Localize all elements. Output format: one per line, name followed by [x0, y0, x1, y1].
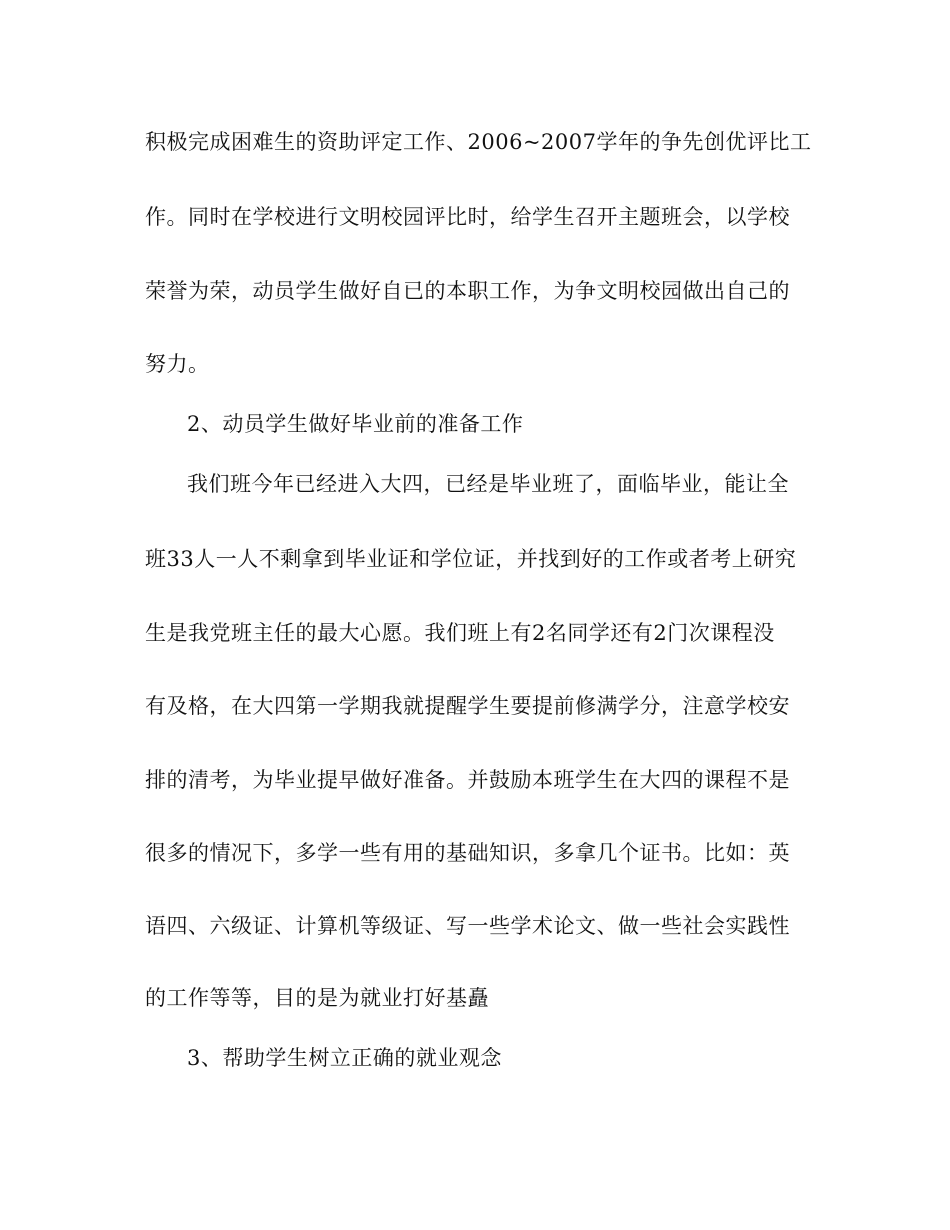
- paragraph-line: 的工作等等，目的是为就业打好基矗: [145, 986, 489, 1010]
- paragraph-line: 语四、六级证、计算机等级证、写一些学术论文、做一些社会实践性: [145, 914, 790, 938]
- paragraph-line: 班33人一人不剩拿到毕业证和学位证，并找到好的工作或者考上研究: [145, 547, 797, 571]
- paragraph-line: 很多的情况下，多学一些有用的基础知识，多拿几个证书。比如：英: [145, 841, 790, 865]
- paragraph-line: 排的清考，为毕业提早做好准备。并鼓励本班学生在大四的课程不是: [145, 768, 790, 792]
- paragraph-line: 生是我党班主任的最大心愿。我们班上有2名同学还有2门次课程没: [145, 621, 775, 645]
- paragraph-line: 我们班今年已经进入大四，已经是毕业班了，面临毕业，能让全: [187, 472, 789, 496]
- paragraph-line: 努力。: [145, 352, 210, 376]
- paragraph-line: 有及格，在大四第一学期我就提醒学生要提前修满学分，注意学校安: [145, 694, 790, 718]
- paragraph-line: 作。同时在学校进行文明校园评比时，给学生召开主题班会，以学校: [145, 205, 790, 229]
- section-heading: 3、帮助学生树立正确的就业观念: [187, 1046, 502, 1070]
- paragraph-line: 积极完成困难生的资助评定工作、2006~2007学年的争先创优评比工: [145, 130, 812, 154]
- paragraph-line: 荣誉为荣，动员学生做好自已的本职工作，为争文明校园做出自己的: [145, 279, 790, 303]
- section-heading: 2、动员学生做好毕业前的准备工作: [187, 412, 524, 436]
